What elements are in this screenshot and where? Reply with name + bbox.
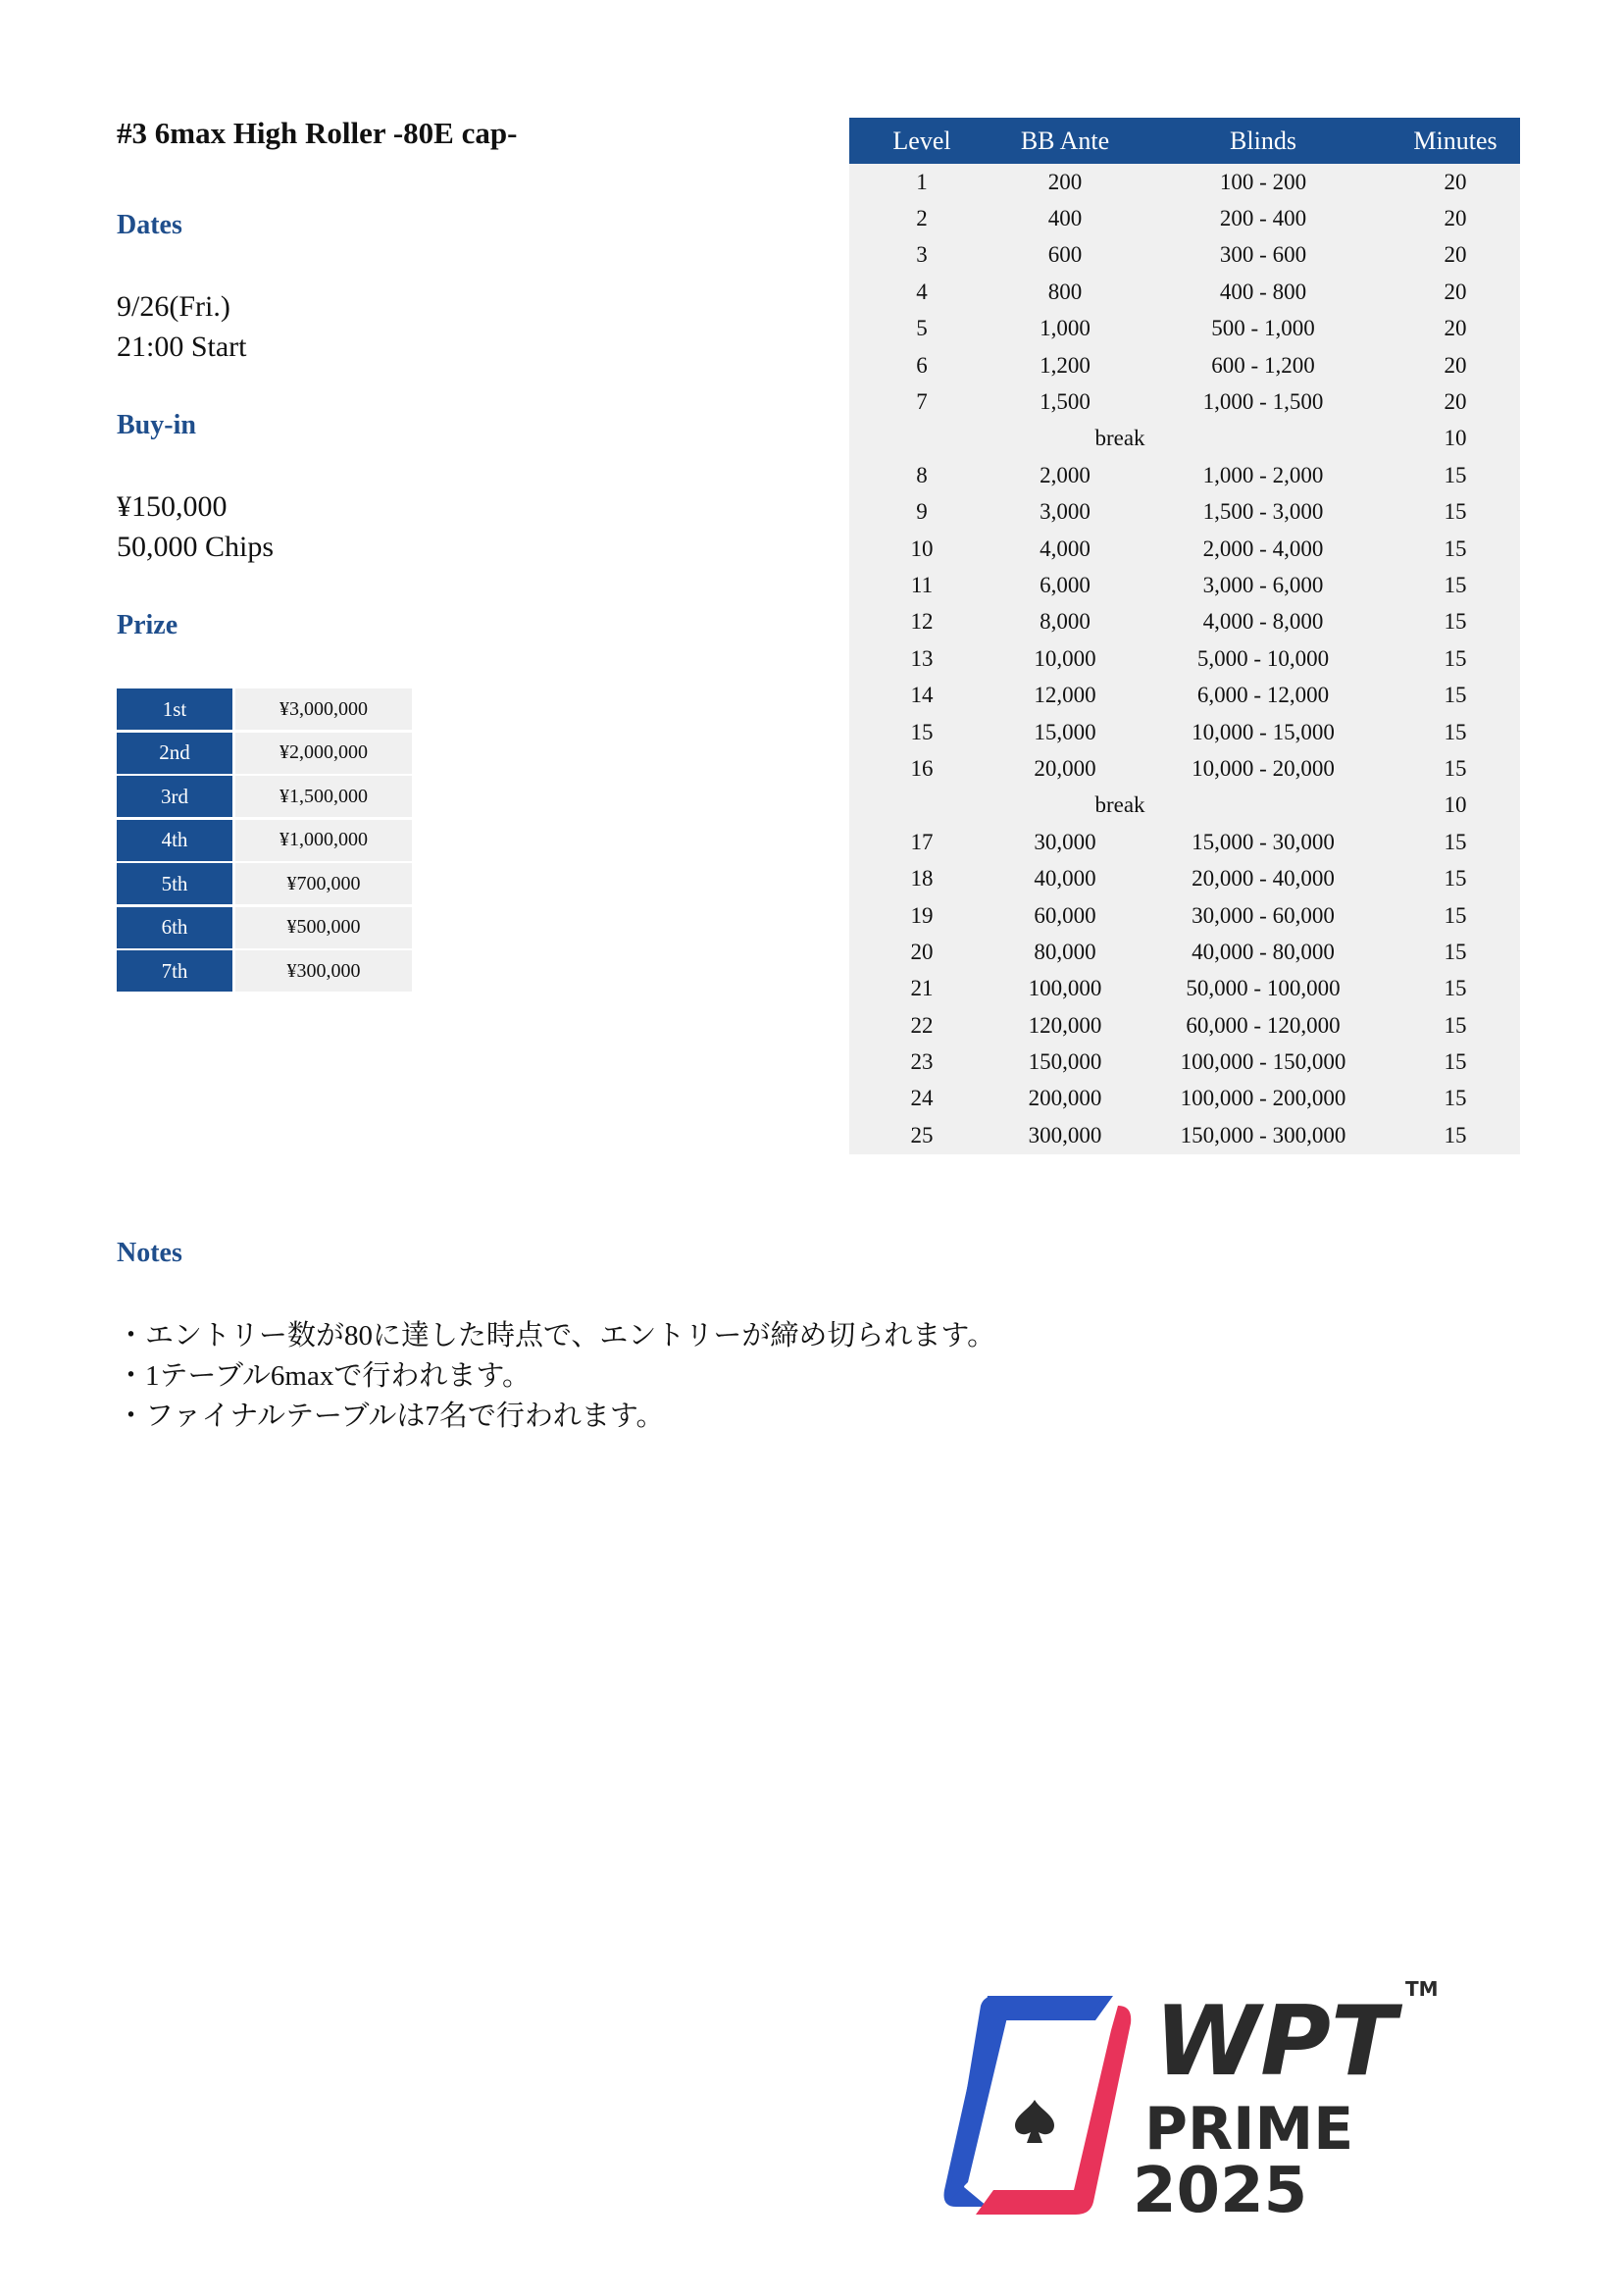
prize-place: 5th xyxy=(117,863,232,904)
prize-row xyxy=(117,950,412,992)
cell-bb-ante: 20,000 xyxy=(1034,755,1096,781)
prize-amount: ¥1,500,000 xyxy=(235,776,412,817)
cell-bb-ante: 800 xyxy=(1047,279,1083,304)
cell-minutes: 20 xyxy=(1444,242,1467,268)
cell-bb-ante: 100,000 xyxy=(1028,976,1102,1001)
level-row xyxy=(849,311,1520,347)
notes-heading: Notes xyxy=(117,1238,182,1268)
cell-level: 8 xyxy=(916,462,928,487)
level-row xyxy=(849,604,1520,640)
level-row xyxy=(849,1007,1520,1044)
cell-bb-ante: 2,000 xyxy=(1040,462,1091,487)
cell-level: 19 xyxy=(910,902,934,928)
prize-amount: ¥500,000 xyxy=(235,907,412,948)
cell-bb-ante: 1,500 xyxy=(1040,389,1091,415)
cell-minutes: 15 xyxy=(1444,535,1467,561)
break-row xyxy=(849,421,1520,457)
cell-bb-ante: 60,000 xyxy=(1034,902,1096,928)
cell-bb-ante: 400 xyxy=(1047,206,1083,231)
prize-place: 4th xyxy=(117,820,232,861)
cell-blinds: 30,000 - 60,000 xyxy=(1192,902,1335,928)
cell-level: 11 xyxy=(910,572,934,597)
level-row xyxy=(849,200,1520,236)
cell-bb-ante: 200,000 xyxy=(1028,1086,1102,1111)
header-bb-ante: BB Ante xyxy=(1020,126,1110,155)
cell-minutes: 20 xyxy=(1444,279,1467,304)
level-row xyxy=(849,714,1520,750)
cell-minutes: 15 xyxy=(1444,939,1467,964)
cell-bb-ante: 15,000 xyxy=(1034,719,1096,744)
cell-blinds: 150,000 - 300,000 xyxy=(1180,1122,1346,1147)
cell-minutes: 15 xyxy=(1444,462,1467,487)
prize-place: 1st xyxy=(117,688,232,730)
cell-bb-ante: 1,000 xyxy=(1040,316,1091,341)
cell-level: 20 xyxy=(910,939,934,964)
cell-bb-ante: 12,000 xyxy=(1034,683,1096,708)
cell-bb-ante: 600 xyxy=(1047,242,1083,268)
cell-blinds: 100,000 - 200,000 xyxy=(1180,1086,1346,1111)
logo-wpt-text: WPT xyxy=(1154,1986,1396,2098)
cell-blinds: 1,500 - 3,000 xyxy=(1202,499,1324,525)
spade-card-icon xyxy=(937,1976,1446,2221)
cell-level: 6 xyxy=(916,352,928,378)
prize-place: 2nd xyxy=(117,733,232,774)
cell-level: 12 xyxy=(910,609,934,635)
note-item: ・エントリー数が80に達した時点で、エントリーが締め切られます。 xyxy=(117,1320,996,1351)
cell-level: 1 xyxy=(916,169,928,194)
cell-level: 14 xyxy=(910,683,934,708)
cell-bb-ante: 40,000 xyxy=(1034,866,1096,892)
cell-minutes: 15 xyxy=(1444,829,1467,854)
logo-year-text: 2025 xyxy=(1133,2155,1308,2221)
prize-place: 3rd xyxy=(117,776,232,817)
break-label: break xyxy=(1094,426,1145,451)
cell-bb-ante: 150,000 xyxy=(1028,1049,1102,1075)
cell-blinds: 200 - 400 xyxy=(1219,206,1307,231)
cell-level: 4 xyxy=(916,279,928,304)
blind-structure-table xyxy=(849,118,1520,1154)
cell-minutes: 15 xyxy=(1444,719,1467,744)
prize-row xyxy=(117,907,412,948)
cell-level: 3 xyxy=(916,242,928,268)
prize-amount: ¥3,000,000 xyxy=(235,688,412,730)
level-row xyxy=(849,494,1520,531)
logo-tm-text: TM xyxy=(1405,1977,1439,2001)
cell-minutes: 20 xyxy=(1444,169,1467,194)
cell-level: 16 xyxy=(910,755,934,781)
cell-minutes: 10 xyxy=(1444,426,1467,451)
cell-bb-ante: 8,000 xyxy=(1040,609,1091,635)
cell-blinds: 6,000 - 12,000 xyxy=(1196,683,1330,708)
cell-blinds: 10,000 - 15,000 xyxy=(1192,719,1335,744)
level-row xyxy=(849,567,1520,603)
prize-amount: ¥300,000 xyxy=(235,950,412,992)
cell-minutes: 15 xyxy=(1444,499,1467,525)
cell-blinds: 100 - 200 xyxy=(1219,169,1307,194)
cell-minutes: 20 xyxy=(1444,389,1467,415)
cell-minutes: 15 xyxy=(1444,1086,1467,1111)
cell-minutes: 15 xyxy=(1444,572,1467,597)
cell-blinds: 400 - 800 xyxy=(1219,279,1307,304)
cell-blinds: 300 - 600 xyxy=(1219,242,1307,268)
cell-minutes: 20 xyxy=(1444,206,1467,231)
cell-level: 23 xyxy=(910,1049,934,1075)
prize-heading: Prize xyxy=(117,610,178,640)
cell-level: 9 xyxy=(916,499,928,525)
cell-blinds: 3,000 - 6,000 xyxy=(1202,572,1324,597)
logo-prime-text: PRIME xyxy=(1144,2095,1354,2164)
cell-blinds: 600 - 1,200 xyxy=(1211,352,1315,378)
cell-level: 21 xyxy=(910,976,934,1001)
cell-bb-ante: 120,000 xyxy=(1028,1012,1102,1038)
break-row xyxy=(849,788,1520,824)
header-minutes: Minutes xyxy=(1413,126,1497,155)
cell-minutes: 15 xyxy=(1444,902,1467,928)
starting-chips: 50,000 Chips xyxy=(117,531,275,563)
prize-row xyxy=(117,863,412,904)
cell-bb-ante: 6,000 xyxy=(1040,572,1091,597)
prize-row xyxy=(117,776,412,817)
wpt-prime-logo xyxy=(937,1976,1446,2221)
prize-amount: ¥1,000,000 xyxy=(235,820,412,861)
cell-blinds: 10,000 - 20,000 xyxy=(1192,755,1335,781)
note-item: ・ファイナルテーブルは7名で行われます。 xyxy=(117,1401,665,1432)
level-row xyxy=(849,677,1520,713)
event-start-time: 21:00 Start xyxy=(117,331,247,363)
level-row xyxy=(849,897,1520,934)
cell-level: 13 xyxy=(910,645,934,671)
level-row xyxy=(849,824,1520,860)
cell-minutes: 15 xyxy=(1444,755,1467,781)
cell-minutes: 15 xyxy=(1444,866,1467,892)
cell-level: 2 xyxy=(916,206,928,231)
event-date: 9/26(Fri.) xyxy=(117,290,230,323)
level-row xyxy=(849,860,1520,896)
cell-minutes: 10 xyxy=(1444,792,1467,818)
cell-level: 24 xyxy=(910,1086,934,1111)
cell-blinds: 100,000 - 150,000 xyxy=(1180,1049,1346,1075)
prize-table xyxy=(117,688,412,994)
cell-level: 17 xyxy=(910,829,934,854)
cell-level: 10 xyxy=(910,535,934,561)
level-row xyxy=(849,347,1520,383)
cell-bb-ante: 3,000 xyxy=(1040,499,1091,525)
cell-bb-ante: 10,000 xyxy=(1034,645,1096,671)
cell-minutes: 15 xyxy=(1444,609,1467,635)
cell-blinds: 20,000 - 40,000 xyxy=(1192,866,1335,892)
cell-blinds: 4,000 - 8,000 xyxy=(1202,609,1324,635)
level-row xyxy=(849,274,1520,310)
cell-blinds: 1,000 - 1,500 xyxy=(1202,389,1324,415)
note-item: ・1テーブル6maxで行われます。 xyxy=(117,1360,531,1392)
event-title: #3 6max High Roller -80E cap- xyxy=(117,116,518,150)
cell-level: 5 xyxy=(916,316,928,341)
level-row xyxy=(849,383,1520,420)
header-level: Level xyxy=(892,126,951,155)
header-blinds: Blinds xyxy=(1230,126,1296,155)
cell-bb-ante: 4,000 xyxy=(1040,535,1091,561)
level-row xyxy=(849,1044,1520,1080)
cell-blinds: 40,000 - 80,000 xyxy=(1192,939,1335,964)
level-row xyxy=(849,971,1520,1007)
level-row xyxy=(849,457,1520,493)
cell-minutes: 15 xyxy=(1444,645,1467,671)
dates-heading: Dates xyxy=(117,210,182,240)
cell-minutes: 20 xyxy=(1444,352,1467,378)
break-label: break xyxy=(1094,792,1145,818)
cell-level: 7 xyxy=(916,389,928,415)
level-row xyxy=(849,640,1520,677)
level-row xyxy=(849,1117,1520,1153)
cell-blinds: 15,000 - 30,000 xyxy=(1192,829,1335,854)
level-row xyxy=(849,237,1520,274)
blind-structure-header-row xyxy=(849,118,1520,164)
cell-blinds: 1,000 - 2,000 xyxy=(1202,462,1324,487)
prize-amount: ¥700,000 xyxy=(235,863,412,904)
buyin-price: ¥150,000 xyxy=(117,490,228,523)
blind-structure-body xyxy=(849,164,1520,1154)
prize-place: 7th xyxy=(117,950,232,992)
cell-level: 15 xyxy=(910,719,934,744)
buyin-heading: Buy-in xyxy=(117,410,196,440)
cell-level: 25 xyxy=(910,1122,934,1147)
cell-bb-ante: 80,000 xyxy=(1034,939,1096,964)
level-row xyxy=(849,1081,1520,1117)
notes-list xyxy=(117,1316,995,1437)
cell-minutes: 15 xyxy=(1444,976,1467,1001)
cell-bb-ante: 200 xyxy=(1047,169,1083,194)
cell-blinds: 500 - 1,000 xyxy=(1211,316,1315,341)
cell-blinds: 50,000 - 100,000 xyxy=(1186,976,1341,1001)
cell-bb-ante: 300,000 xyxy=(1028,1122,1102,1147)
level-row xyxy=(849,934,1520,970)
cell-minutes: 15 xyxy=(1444,1122,1467,1147)
cell-minutes: 15 xyxy=(1444,1049,1467,1075)
cell-blinds: 2,000 - 4,000 xyxy=(1202,535,1324,561)
prize-place: 6th xyxy=(117,907,232,948)
prize-row xyxy=(117,733,412,774)
level-row xyxy=(849,164,1520,200)
cell-blinds: 60,000 - 120,000 xyxy=(1186,1012,1341,1038)
cell-bb-ante: 30,000 xyxy=(1034,829,1096,854)
level-row xyxy=(849,531,1520,567)
cell-minutes: 15 xyxy=(1444,1012,1467,1038)
prize-row xyxy=(117,688,412,730)
prize-amount: ¥2,000,000 xyxy=(235,733,412,774)
cell-blinds: 5,000 - 10,000 xyxy=(1196,645,1330,671)
prize-row xyxy=(117,820,412,861)
cell-minutes: 20 xyxy=(1444,316,1467,341)
cell-level: 22 xyxy=(910,1012,934,1038)
level-row xyxy=(849,750,1520,787)
cell-bb-ante: 1,200 xyxy=(1040,352,1091,378)
cell-minutes: 15 xyxy=(1444,683,1467,708)
cell-level: 18 xyxy=(910,866,934,892)
